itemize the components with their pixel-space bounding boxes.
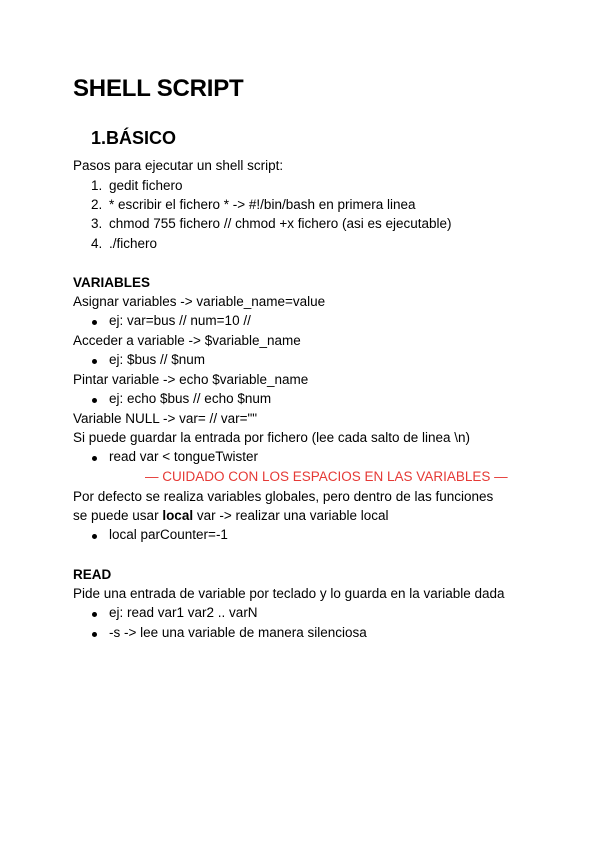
default-text-post: var -> realizar una variable local (193, 508, 389, 523)
default-text-line1: Por defecto se realiza variables globales, pero dentro de las funciones (73, 489, 494, 504)
step-number: 4. (91, 236, 103, 251)
page-title: SHELL SCRIPT (73, 75, 244, 102)
access-example: ej: $bus // $num (109, 352, 206, 367)
local-example: local parCounter=-1 (109, 527, 228, 542)
local-keyword: local (162, 508, 194, 523)
read-silent-option: -s -> lee una variable de manera silenciosa (109, 625, 367, 640)
read-description: Pide una entrada de variable por teclado y lo guarda en la variable dada (73, 586, 505, 601)
step-text: chmod 755 fichero // chmod +x fichero (asi es ejecutable) (109, 216, 452, 231)
bullet (92, 456, 97, 461)
step-text: ./fichero (109, 236, 158, 251)
default-text-line2 (73, 506, 389, 525)
section-heading-variables: VARIABLES (73, 275, 151, 290)
bullet (92, 632, 97, 637)
access-text: Acceder a variable -> $variable_name (73, 333, 301, 348)
default-text-pre: se puede usar (73, 508, 163, 523)
read-example: ej: read var1 var2 .. varN (109, 605, 258, 620)
intro-text: Pasos para ejecutar un shell script: (73, 158, 284, 173)
null-text: Variable NULL -> var= // var="" (73, 411, 258, 426)
read-file-text: Si puede guardar la entrada por fichero (lee cada salto de linea \n) (73, 430, 471, 445)
bullet (92, 612, 97, 617)
bullet (92, 359, 97, 364)
print-text: Pintar variable -> echo $variable_name (73, 372, 309, 387)
read-file-example: read var < tongueTwister (109, 449, 258, 464)
step-number: 2. (91, 197, 103, 212)
assign-text: Asignar variables -> variable_name=value (73, 294, 326, 309)
step-number: 3. (91, 216, 103, 231)
bullet (92, 534, 97, 539)
section-heading-read: READ (73, 567, 112, 582)
bullet (92, 320, 97, 325)
bullet (92, 398, 97, 403)
step-text: * escribir el fichero * -> #!/bin/bash en primera linea (109, 197, 416, 212)
step-text: gedit fichero (109, 178, 183, 193)
step-number: 1. (91, 178, 103, 193)
warning-text: — CUIDADO CON LOS ESPACIOS EN LAS VARIABLES — (145, 469, 508, 484)
assign-example: ej: var=bus // num=10 // (109, 313, 251, 328)
print-example: ej: echo $bus // echo $num (109, 391, 272, 406)
section-heading-basico: 1.BÁSICO (91, 128, 177, 148)
